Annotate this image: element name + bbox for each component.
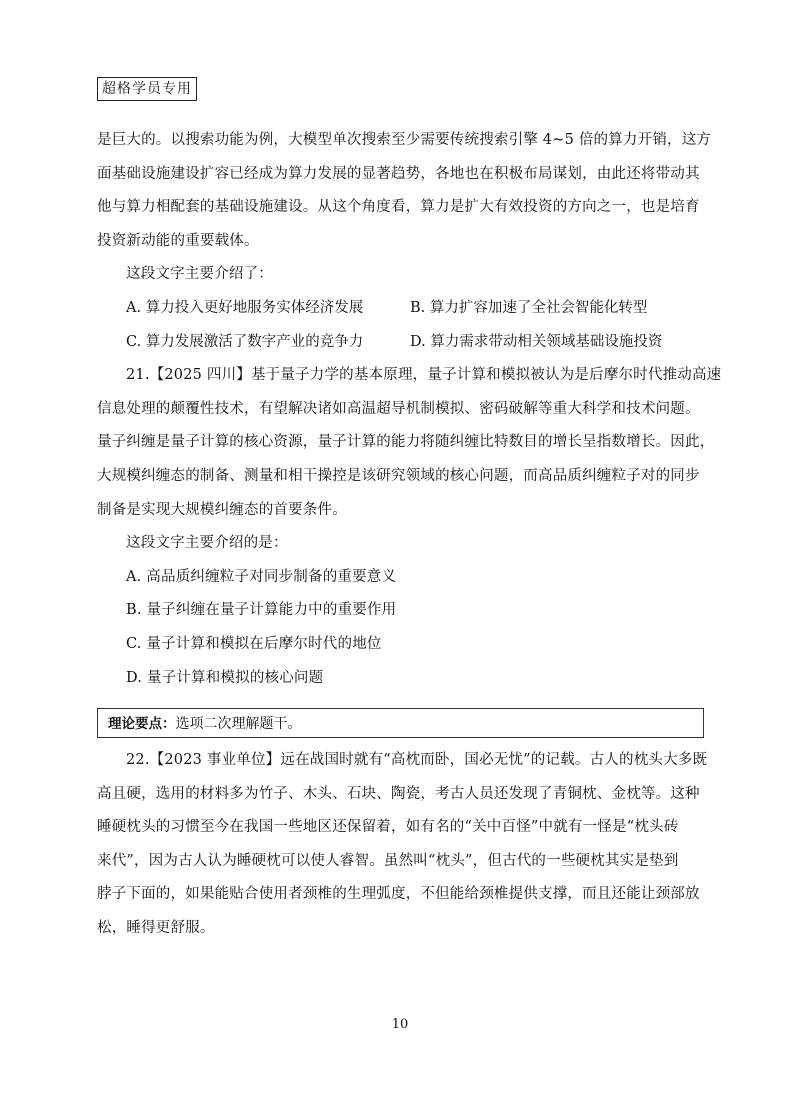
- q22-line-5: 脖子下面的，如果能贴合使用者颈椎的生理弧度，不但能给颈椎提供支撑，而且还能让颈部放: [97, 886, 700, 903]
- q20-option-c: C. 算力发展激活了数字产业的竞争力: [126, 333, 364, 350]
- q20-option-a: A. 算力投入更好地服务实体经济发展: [126, 299, 364, 316]
- theory-point-box: [97, 708, 704, 738]
- q20-line-1: 是巨大的。以搜索功能为例，大模型单次搜索至少需要传统搜索引擎 4~5 倍的算力开销，这方: [97, 132, 712, 148]
- q21-line-3: 量子纠缠是量子计算的核心资源，量子计算的能力将随纠缠比特数目的增长呈指数增长。因此，: [97, 434, 715, 451]
- q22-line-1: 22.【2023 事业单位】远在战国时就有“高枕而卧，国必无忧”的记载。古人的枕头大多既: [126, 752, 708, 768]
- question-20-block: [97, 124, 722, 695]
- q22-line-4: 来代”，因为古人认为睡硬枕可以使人睿智。虽然叫“枕头”，但古代的一些硬枕其实是垫到: [97, 852, 679, 869]
- q20-option-b: B. 算力扩容加速了全社会智能化转型: [410, 299, 648, 316]
- student-only-tag: 超格学员专用: [97, 77, 197, 101]
- q21-prompt: 这段文字主要介绍的是：: [126, 535, 288, 552]
- q20-line-2: 面基础设施建设扩容已经成为算力发展的显著趋势，各地也在积极布局谋划，由此还将带动其: [97, 165, 700, 182]
- q21-line-5: 制备是实现大规模纠缠态的首要条件。: [97, 501, 347, 518]
- theory-text: 选项二次理解题干。: [175, 716, 302, 732]
- q20-options-row-2: [97, 326, 707, 360]
- q20-option-d: D. 算力需求带动相关领域基础设施投资: [410, 333, 663, 350]
- q21-option-c: C. 量子计算和模拟在后摩尔时代的地位: [126, 635, 382, 652]
- q22-line-2: 高且硬，选用的材料多为竹子、木头、石块、陶瓷，考古人员还发现了青铜枕、金枕等。这种: [97, 785, 700, 802]
- q21-option-d: D. 量子计算和模拟的核心问题: [126, 669, 324, 686]
- q22-line-3: 睡硬枕头的习惯至今在我国一些地区还保留着，如有名的“关中百怪”中就有一怪是“枕头砖: [97, 819, 679, 836]
- q21-option-a: A. 高品质纠缠粒子对同步制备的重要意义: [126, 568, 397, 585]
- theory-label: 理论要点：: [108, 716, 176, 732]
- q21-line-4: 大规模纠缠态的制备、测量和相干操控是该研究领域的核心问题，而高品质纠缠粒子对的同步: [97, 467, 700, 484]
- q21-line-1: 21.【2025 四川】基于量子力学的基本原理，量子计算和模拟被认为是后摩尔时代推动高速: [126, 367, 722, 384]
- page-number: 10: [391, 1017, 409, 1032]
- q21-option-b: B. 量子纠缠在量子计算能力中的重要作用: [126, 602, 397, 619]
- q21-line-2: 信息处理的颠覆性技术，有望解决诸如高温超导机制模拟、密码破解等重大科学和技术问题。: [97, 400, 700, 417]
- q20-options-row-1: [97, 292, 707, 326]
- q20-line-4: 投资新动能的重要载体。: [97, 232, 259, 249]
- q20-prompt: 这段文字主要介绍了：: [126, 266, 273, 283]
- q20-line-3: 他与算力相配套的基础设施建设。从这个角度看，算力是扩大有效投资的方向之一，也是培育: [97, 199, 700, 216]
- q22-line-6: 松，睡得更舒服。: [97, 919, 215, 936]
- question-22-block: [97, 744, 707, 946]
